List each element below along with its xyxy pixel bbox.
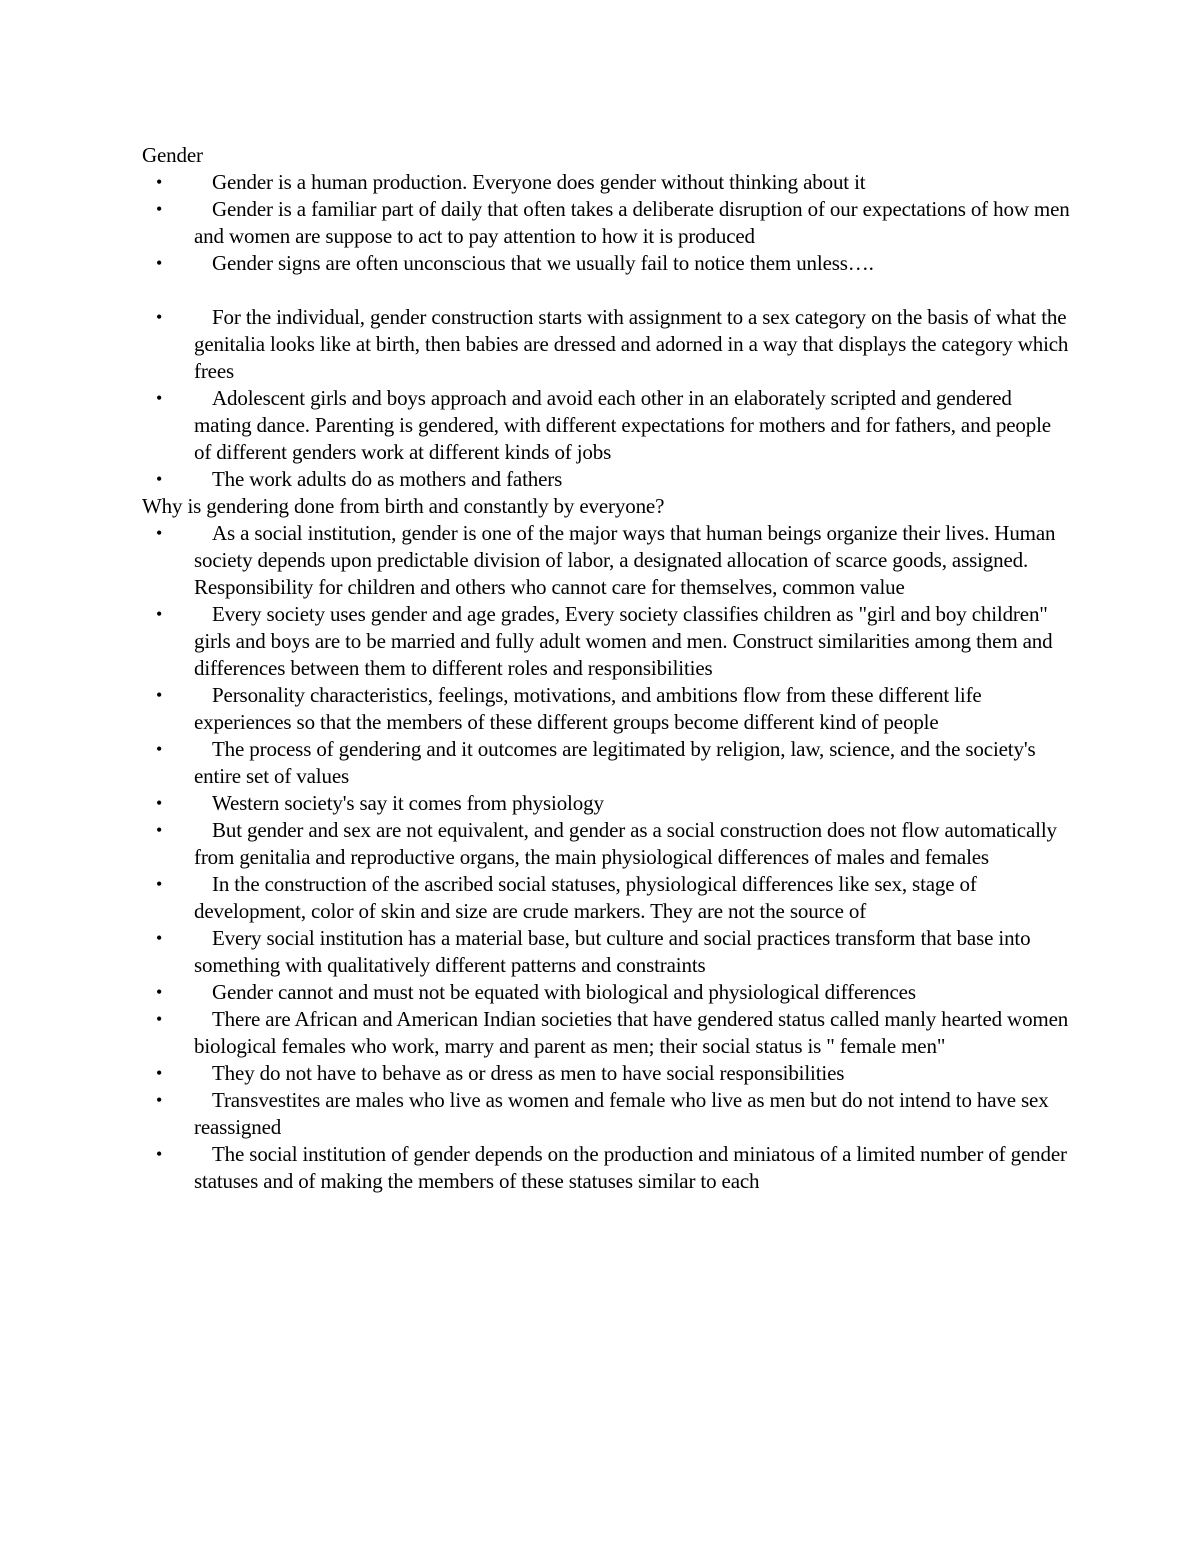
list-item (142, 925, 1072, 979)
bullet-icon: • (156, 199, 163, 219)
list-item (142, 790, 1072, 817)
bullet-icon: • (156, 1009, 163, 1029)
list-item (142, 466, 1072, 493)
list-item-text: The social institution of gender depends on the production and miniatous of a limited number of gender statuses and of making the members of these statuses similar to each (194, 1142, 1067, 1193)
list-item-text: In the construction of the ascribed social statuses, physiological differences like sex, stage of development, color of skin and size are crude markers. They are not the source of (194, 872, 977, 923)
list-item (142, 520, 1072, 601)
list-item-text: They do not have to behave as or dress as men to have social responsibilities (212, 1061, 845, 1085)
list-item (142, 871, 1072, 925)
bullet-icon: • (156, 982, 163, 1002)
list-item (142, 736, 1072, 790)
list-item-text: Gender signs are often unconscious that we usually fail to notice them unless…. (212, 251, 874, 275)
bullet-icon: • (156, 253, 163, 273)
bullet-icon: • (156, 685, 163, 705)
list-item-text: Transvestites are males who live as women and female who live as men but do not intend to have sex reassigned (194, 1088, 1049, 1139)
list-item (142, 304, 1072, 385)
bullet-icon: • (156, 388, 163, 408)
list-item-text: Gender is a human production. Everyone does gender without thinking about it (212, 170, 866, 194)
list-item (142, 1060, 1072, 1087)
bullet-icon: • (156, 820, 163, 840)
document-body (142, 142, 1072, 1195)
list-item-text: For the individual, gender construction starts with assignment to a sex category on the basis of what the genitalia looks like at birth, then babies are dressed and adorned in a way that displays the category which frees (194, 305, 1069, 383)
bullet-icon: • (156, 469, 163, 489)
list-item (142, 385, 1072, 466)
list-item-text: The process of gendering and it outcomes are legitimated by religion, law, science, and the society's entire set of values (194, 737, 1036, 788)
blank-line (142, 277, 1072, 304)
list-item (142, 682, 1072, 736)
list-item-text: Gender is a familiar part of daily that often takes a deliberate disruption of our expectations of how men and women are suppose to act to pay attention to how it is produced (194, 197, 1070, 248)
bullet-icon: • (156, 1090, 163, 1110)
list-item-text: Adolescent girls and boys approach and avoid each other in an elaborately scripted and gendered mating dance. Parenting is gendered, with different expectations for mothers and for fathers, and people of different genders work at different kinds of jobs (194, 386, 1051, 464)
section-heading-why: Why is gendering done from birth and constantly by everyone? (142, 494, 665, 518)
list-item (142, 817, 1072, 871)
list-item-text: There are African and American Indian societies that have gendered status called manly hearted women biological females who work, marry and parent as men; their social status is " female men" (194, 1007, 1069, 1058)
list-item (142, 601, 1072, 682)
bullet-icon: • (156, 739, 163, 759)
bullet-list-why (142, 520, 1072, 1195)
bullet-icon: • (156, 307, 163, 327)
section-heading-gender: Gender (142, 143, 203, 167)
list-item (142, 1141, 1072, 1195)
bullet-list-gender-continued (142, 304, 1072, 493)
bullet-icon: • (156, 523, 163, 543)
bullet-icon: • (156, 604, 163, 624)
list-item-text: Western society's say it comes from physiology (212, 791, 604, 815)
list-item-text: Personality characteristics, feelings, motivations, and ambitions flow from these different life experiences so that the members of these different groups become different kind of people (194, 683, 982, 734)
bullet-icon: • (156, 874, 163, 894)
bullet-icon: • (156, 172, 163, 192)
list-item (142, 979, 1072, 1006)
list-item-text: As a social institution, gender is one of the major ways that human beings organize their lives. Human society depends upon predictable division of labor, a designated allocation of scarce goods, assigned. Responsibility for children and others who cannot care for themselves, common value (194, 521, 1056, 599)
bullet-list-gender (142, 169, 1072, 277)
list-item (142, 1087, 1072, 1141)
list-item (142, 196, 1072, 250)
bullet-icon: • (156, 1144, 163, 1164)
bullet-icon: • (156, 928, 163, 948)
list-item-text: Gender cannot and must not be equated with biological and physiological differences (212, 980, 916, 1004)
list-item (142, 1006, 1072, 1060)
list-item (142, 250, 1072, 277)
bullet-icon: • (156, 1063, 163, 1083)
list-item-text: But gender and sex are not equivalent, and gender as a social construction does not flow automatically from genitalia and reproductive organs, the main physiological differences of males and females (194, 818, 1057, 869)
bullet-icon: • (156, 793, 163, 813)
list-item-text: The work adults do as mothers and fathers (212, 467, 563, 491)
list-item-text: Every social institution has a material base, but culture and social practices transform that base into something with qualitatively different patterns and constraints (194, 926, 1031, 977)
list-item (142, 169, 1072, 196)
list-item-text: Every society uses gender and age grades, Every society classifies children as "girl and boy children" girls and boys are to be married and fully adult women and men. Construct similarities among them and differences between them to different roles and responsibilities (194, 602, 1053, 680)
